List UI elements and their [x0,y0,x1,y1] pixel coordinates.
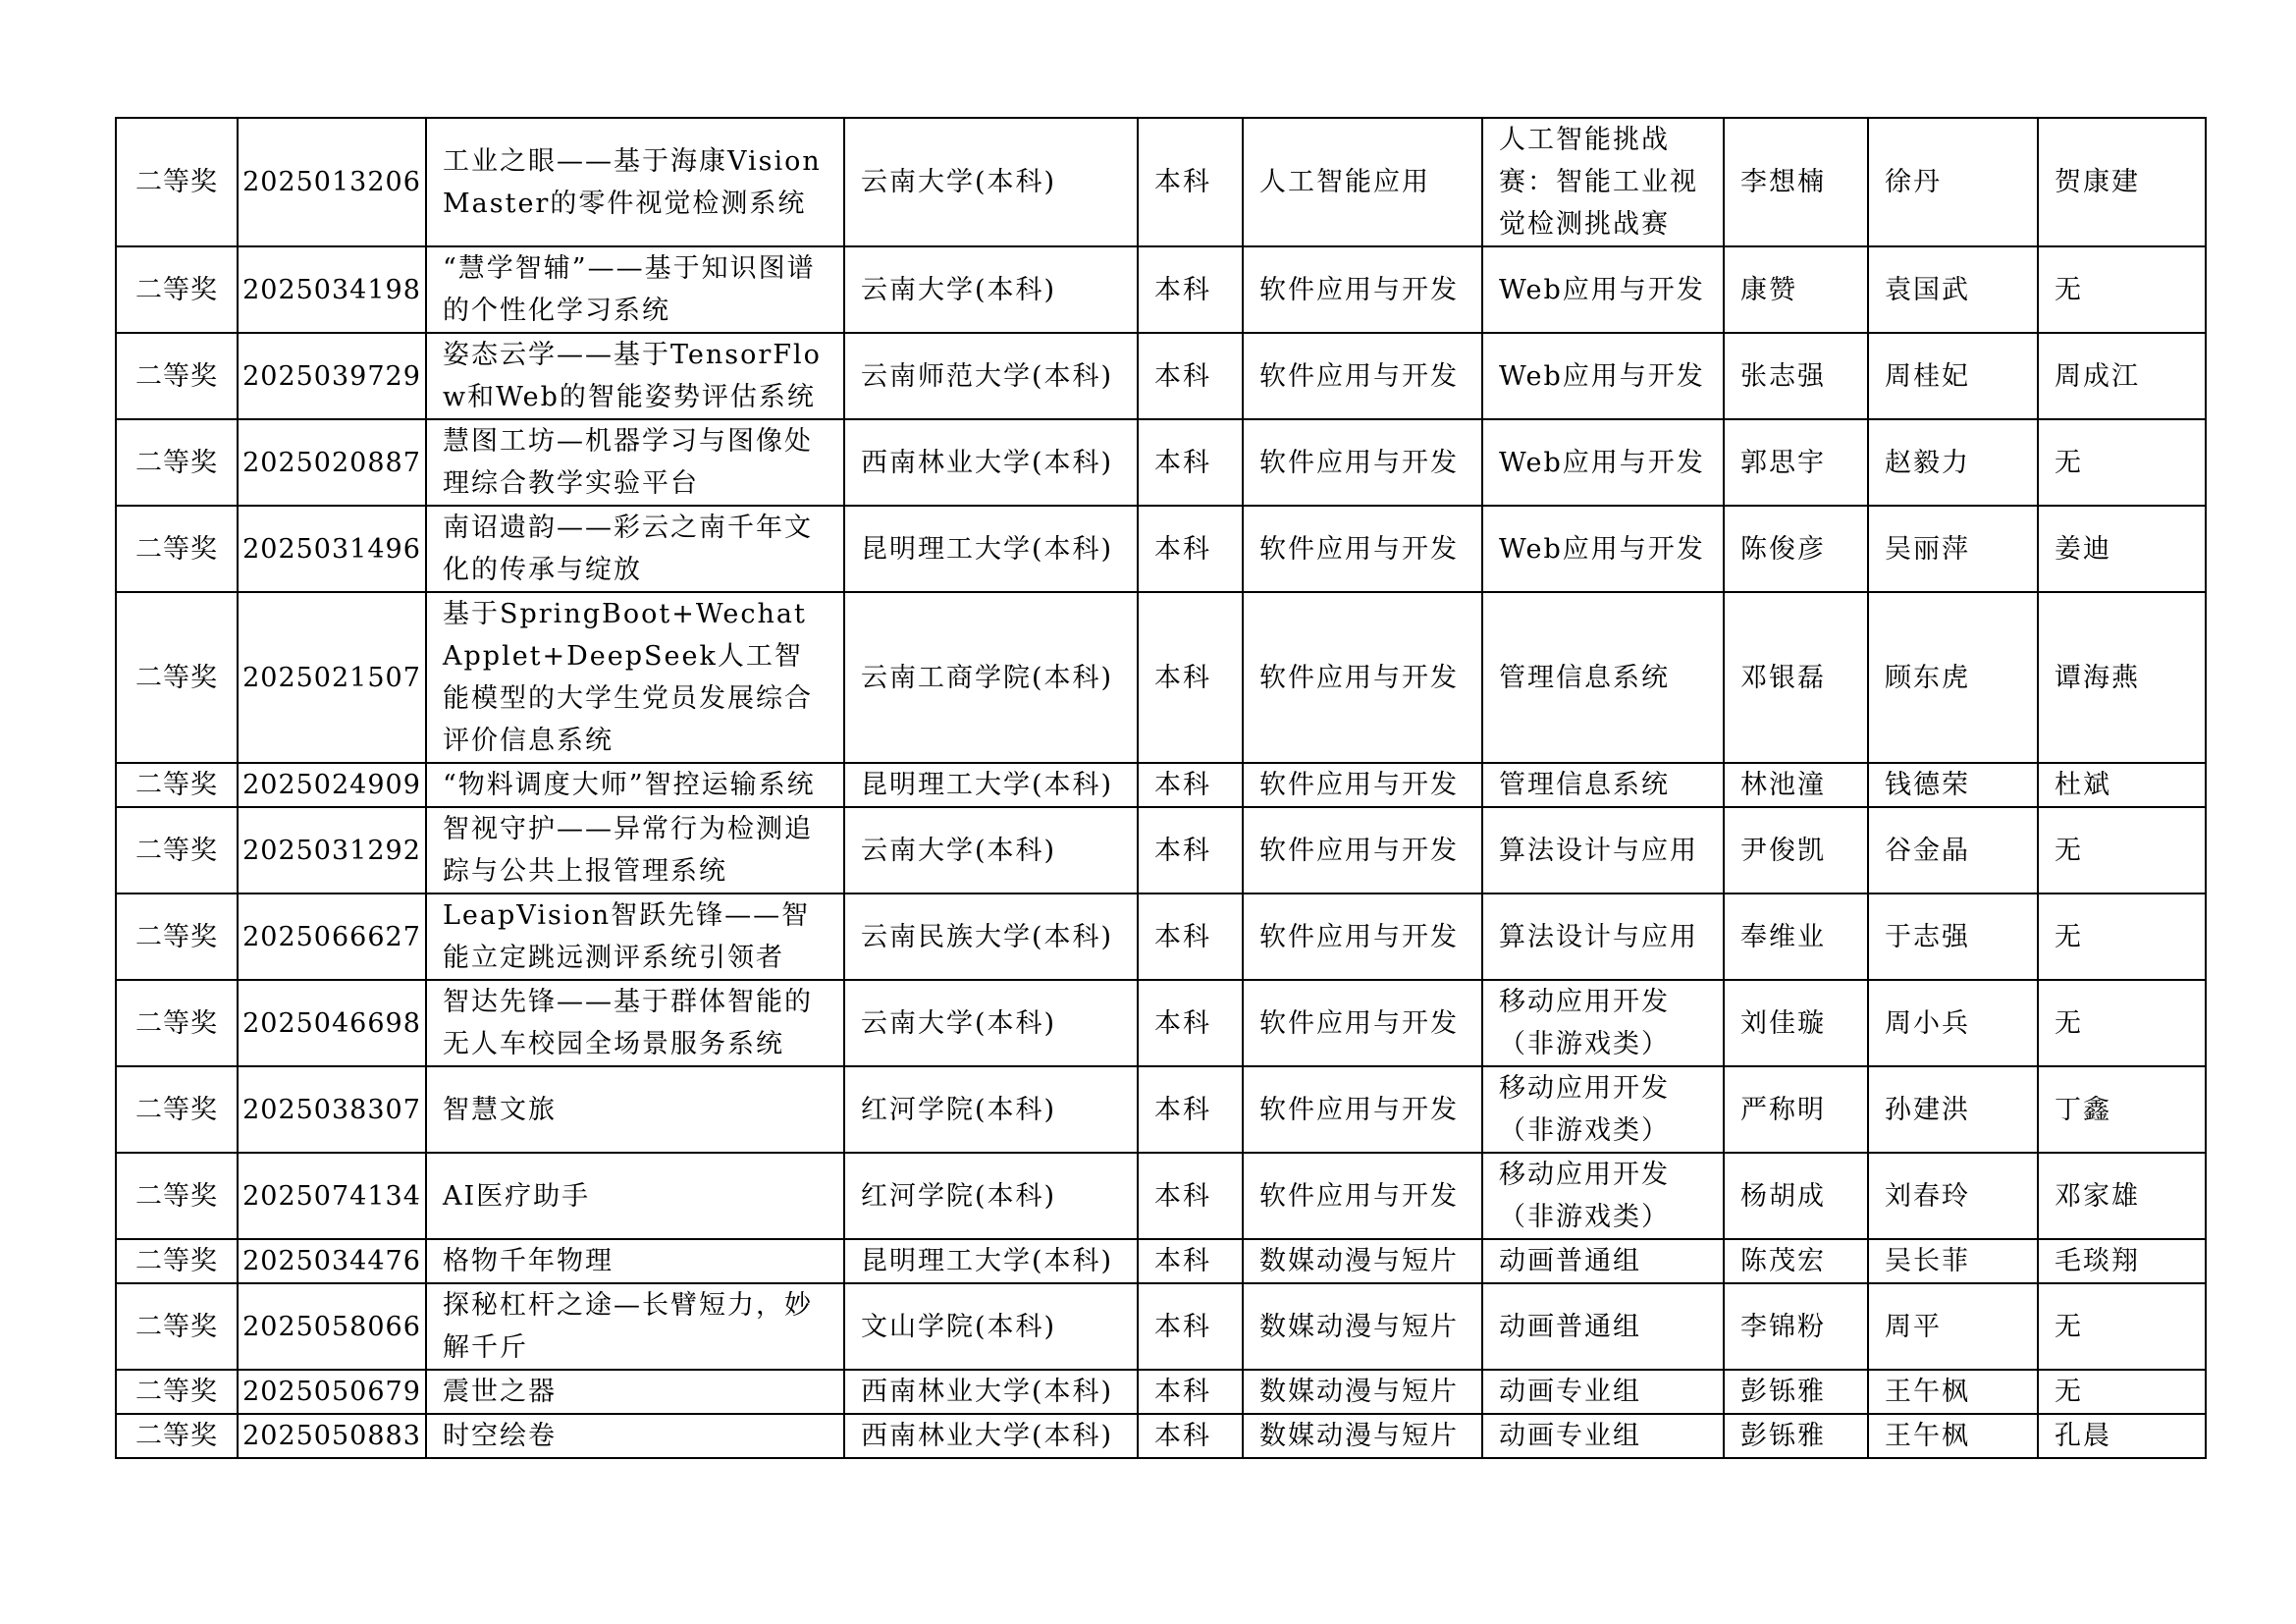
advisor2-cell: 无 [2038,1283,2206,1370]
project-title-cell: 智视守护——异常行为检测追踪与公共上报管理系统 [426,807,844,893]
advisor-cell: 刘春玲 [1868,1153,2038,1239]
subcategory-cell: 算法设计与应用 [1482,807,1724,893]
school-cell: 西南林业大学(本科) [844,419,1138,506]
author-cell: 彭铄雅 [1724,1414,1868,1458]
id-cell: 2025038307 [238,1066,426,1153]
subcategory-cell: 算法设计与应用 [1482,893,1724,980]
project-title-cell: “慧学智辅”——基于知识图谱的个性化学习系统 [426,246,844,333]
advisor2-cell: 无 [2038,246,2206,333]
award-cell: 二等奖 [116,246,238,333]
level-cell: 本科 [1138,807,1243,893]
project-title-cell: 基于SpringBoot+WechatApplet+DeepSeek人工智能模型的大学生党员发展综合评价信息系统 [426,592,844,763]
advisor2-cell: 孔晨 [2038,1414,2206,1458]
advisor2-cell: 谭海燕 [2038,592,2206,763]
id-cell: 2025034198 [238,246,426,333]
author-cell: 刘佳璇 [1724,980,1868,1066]
id-cell: 2025074134 [238,1153,426,1239]
school-cell: 红河学院(本科) [844,1153,1138,1239]
level-cell: 本科 [1138,763,1243,807]
advisor-cell: 袁国武 [1868,246,2038,333]
category-cell: 数媒动漫与短片 [1243,1283,1482,1370]
author-cell: 李锦粉 [1724,1283,1868,1370]
table-row [116,592,2206,763]
table-row [116,1370,2206,1414]
level-cell: 本科 [1138,1239,1243,1283]
advisor-cell: 徐丹 [1868,118,2038,246]
award-cell: 二等奖 [116,419,238,506]
advisor-cell: 于志强 [1868,893,2038,980]
advisor-cell: 王午枫 [1868,1370,2038,1414]
table-row [116,807,2206,893]
school-cell: 红河学院(本科) [844,1066,1138,1153]
award-cell: 二等奖 [116,1239,238,1283]
author-cell: 陈茂宏 [1724,1239,1868,1283]
author-cell: 林池潼 [1724,763,1868,807]
advisor2-cell: 丁鑫 [2038,1066,2206,1153]
project-title-cell: 智慧文旅 [426,1066,844,1153]
school-cell: 云南工商学院(本科) [844,592,1138,763]
level-cell: 本科 [1138,419,1243,506]
level-cell: 本科 [1138,893,1243,980]
school-cell: 云南大学(本科) [844,118,1138,246]
award-cell: 二等奖 [116,592,238,763]
advisor2-cell: 周成江 [2038,333,2206,419]
advisor2-cell: 无 [2038,893,2206,980]
id-cell: 2025024909 [238,763,426,807]
category-cell: 软件应用与开发 [1243,893,1482,980]
school-cell: 西南林业大学(本科) [844,1414,1138,1458]
subcategory-cell: Web应用与开发 [1482,506,1724,592]
award-cell: 二等奖 [116,763,238,807]
id-cell: 2025020887 [238,419,426,506]
subcategory-cell: 移动应用开发（非游戏类） [1482,980,1724,1066]
id-cell: 2025066627 [238,893,426,980]
subcategory-cell: 动画专业组 [1482,1370,1724,1414]
table-row [116,118,2206,246]
advisor2-cell: 姜迪 [2038,506,2206,592]
id-cell: 2025034476 [238,1239,426,1283]
project-title-cell: 探秘杠杆之途—长臂短力，妙解千斤 [426,1283,844,1370]
subcategory-cell: 人工智能挑战赛：智能工业视觉检测挑战赛 [1482,118,1724,246]
school-cell: 文山学院(本科) [844,1283,1138,1370]
author-cell: 杨胡成 [1724,1153,1868,1239]
advisor-cell: 周平 [1868,1283,2038,1370]
table-row [116,1283,2206,1370]
subcategory-cell: 移动应用开发（非游戏类） [1482,1153,1724,1239]
project-title-cell: 格物千年物理 [426,1239,844,1283]
award-cell: 二等奖 [116,1414,238,1458]
project-title-cell: 慧图工坊—机器学习与图像处理综合教学实验平台 [426,419,844,506]
subcategory-cell: 移动应用开发（非游戏类） [1482,1066,1724,1153]
category-cell: 软件应用与开发 [1243,807,1482,893]
subcategory-cell: 管理信息系统 [1482,763,1724,807]
table-row [116,1239,2206,1283]
award-cell: 二等奖 [116,1153,238,1239]
advisor-cell: 吴丽萍 [1868,506,2038,592]
advisor-cell: 顾东虎 [1868,592,2038,763]
category-cell: 软件应用与开发 [1243,980,1482,1066]
table-row [116,1066,2206,1153]
level-cell: 本科 [1138,118,1243,246]
table-row [116,506,2206,592]
project-title-cell: 姿态云学——基于TensorFlow和Web的智能姿势评估系统 [426,333,844,419]
school-cell: 西南林业大学(本科) [844,1370,1138,1414]
level-cell: 本科 [1138,246,1243,333]
subcategory-cell: 动画普通组 [1482,1283,1724,1370]
category-cell: 软件应用与开发 [1243,333,1482,419]
advisor2-cell: 毛琰翔 [2038,1239,2206,1283]
author-cell: 张志强 [1724,333,1868,419]
level-cell: 本科 [1138,1153,1243,1239]
category-cell: 软件应用与开发 [1243,1153,1482,1239]
level-cell: 本科 [1138,980,1243,1066]
table-row [116,246,2206,333]
level-cell: 本科 [1138,592,1243,763]
project-title-cell: 时空绘卷 [426,1414,844,1458]
award-cell: 二等奖 [116,1370,238,1414]
award-cell: 二等奖 [116,118,238,246]
advisor-cell: 谷金晶 [1868,807,2038,893]
subcategory-cell: Web应用与开发 [1482,246,1724,333]
category-cell: 数媒动漫与短片 [1243,1239,1482,1283]
id-cell: 2025050883 [238,1414,426,1458]
school-cell: 昆明理工大学(本科) [844,763,1138,807]
advisor-cell: 赵毅力 [1868,419,2038,506]
project-title-cell: 南诏遗韵——彩云之南千年文化的传承与绽放 [426,506,844,592]
id-cell: 2025031496 [238,506,426,592]
author-cell: 彭铄雅 [1724,1370,1868,1414]
level-cell: 本科 [1138,1414,1243,1458]
id-cell: 2025046698 [238,980,426,1066]
level-cell: 本科 [1138,1066,1243,1153]
author-cell: 严称明 [1724,1066,1868,1153]
school-cell: 云南师范大学(本科) [844,333,1138,419]
id-cell: 2025058066 [238,1283,426,1370]
advisor2-cell: 杜斌 [2038,763,2206,807]
advisor-cell: 王午枫 [1868,1414,2038,1458]
category-cell: 数媒动漫与短片 [1243,1370,1482,1414]
project-title-cell: AI医疗助手 [426,1153,844,1239]
project-title-cell: 工业之眼——基于海康VisionMaster的零件视觉检测系统 [426,118,844,246]
project-title-cell: 震世之器 [426,1370,844,1414]
award-cell: 二等奖 [116,1066,238,1153]
id-cell: 2025031292 [238,807,426,893]
author-cell: 奉维业 [1724,893,1868,980]
id-cell: 2025050679 [238,1370,426,1414]
project-title-cell: “物料调度大师”智控运输系统 [426,763,844,807]
author-cell: 李想楠 [1724,118,1868,246]
category-cell: 软件应用与开发 [1243,506,1482,592]
table-row [116,419,2206,506]
table-row [116,980,2206,1066]
award-cell: 二等奖 [116,807,238,893]
category-cell: 软件应用与开发 [1243,246,1482,333]
advisor-cell: 孙建洪 [1868,1066,2038,1153]
category-cell: 人工智能应用 [1243,118,1482,246]
table-row [116,763,2206,807]
author-cell: 尹俊凯 [1724,807,1868,893]
id-cell: 2025013206 [238,118,426,246]
school-cell: 云南大学(本科) [844,980,1138,1066]
subcategory-cell: 动画专业组 [1482,1414,1724,1458]
author-cell: 陈俊彦 [1724,506,1868,592]
subcategory-cell: Web应用与开发 [1482,333,1724,419]
award-cell: 二等奖 [116,1283,238,1370]
advisor2-cell: 无 [2038,807,2206,893]
award-cell: 二等奖 [116,980,238,1066]
id-cell: 2025021507 [238,592,426,763]
level-cell: 本科 [1138,1283,1243,1370]
advisor-cell: 周桂妃 [1868,333,2038,419]
category-cell: 软件应用与开发 [1243,763,1482,807]
level-cell: 本科 [1138,1370,1243,1414]
author-cell: 邓银磊 [1724,592,1868,763]
id-cell: 2025039729 [238,333,426,419]
advisor2-cell: 贺康建 [2038,118,2206,246]
project-title-cell: 智达先锋——基于群体智能的无人车校园全场景服务系统 [426,980,844,1066]
advisor-cell: 吴长菲 [1868,1239,2038,1283]
category-cell: 数媒动漫与短片 [1243,1414,1482,1458]
awards-table [115,117,2207,1459]
school-cell: 云南民族大学(本科) [844,893,1138,980]
table-row [116,1414,2206,1458]
category-cell: 软件应用与开发 [1243,1066,1482,1153]
table-row [116,333,2206,419]
subcategory-cell: Web应用与开发 [1482,419,1724,506]
subcategory-cell: 管理信息系统 [1482,592,1724,763]
advisor2-cell: 无 [2038,1370,2206,1414]
award-cell: 二等奖 [116,506,238,592]
table-row [116,1153,2206,1239]
level-cell: 本科 [1138,506,1243,592]
advisor-cell: 钱德荣 [1868,763,2038,807]
advisor-cell: 周小兵 [1868,980,2038,1066]
author-cell: 康赞 [1724,246,1868,333]
school-cell: 云南大学(本科) [844,807,1138,893]
advisor2-cell: 邓家雄 [2038,1153,2206,1239]
award-cell: 二等奖 [116,333,238,419]
award-cell: 二等奖 [116,893,238,980]
level-cell: 本科 [1138,333,1243,419]
table-row [116,893,2206,980]
school-cell: 云南大学(本科) [844,246,1138,333]
project-title-cell: LeapVision智跃先锋——智能立定跳远测评系统引领者 [426,893,844,980]
category-cell: 软件应用与开发 [1243,419,1482,506]
table-body [116,118,2206,1458]
school-cell: 昆明理工大学(本科) [844,506,1138,592]
school-cell: 昆明理工大学(本科) [844,1239,1138,1283]
category-cell: 软件应用与开发 [1243,592,1482,763]
advisor2-cell: 无 [2038,419,2206,506]
subcategory-cell: 动画普通组 [1482,1239,1724,1283]
author-cell: 郭思宇 [1724,419,1868,506]
advisor2-cell: 无 [2038,980,2206,1066]
